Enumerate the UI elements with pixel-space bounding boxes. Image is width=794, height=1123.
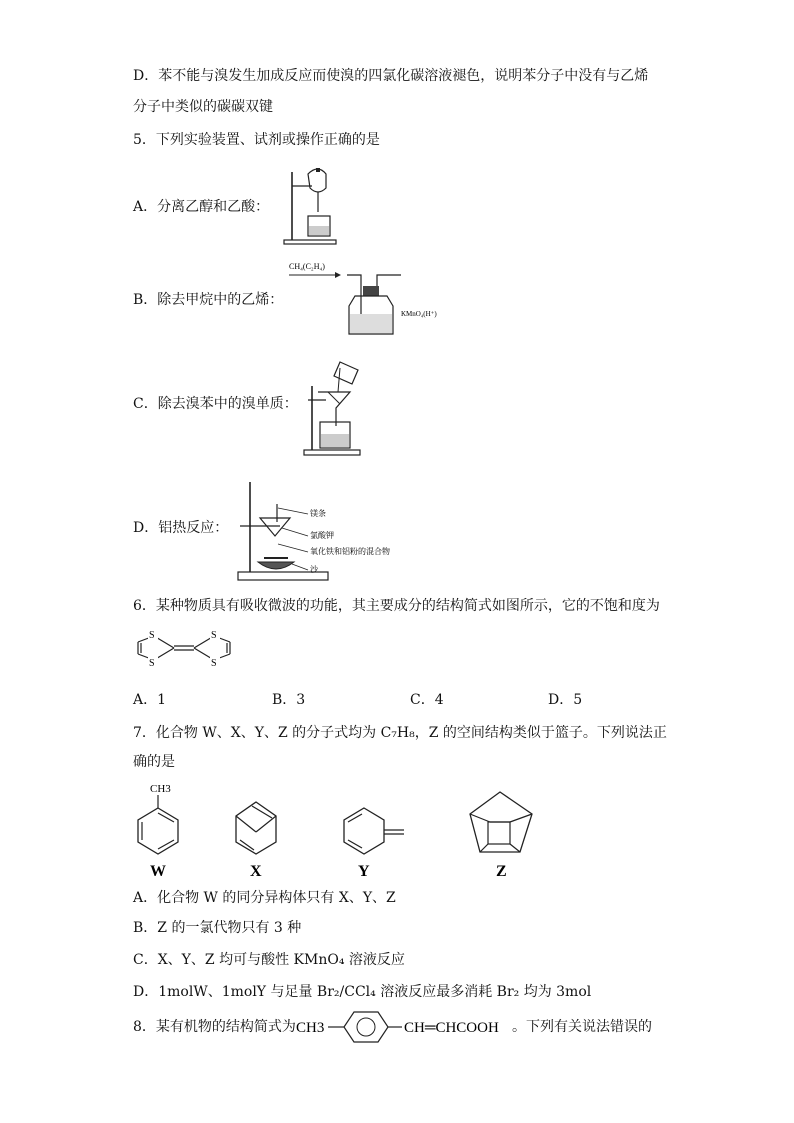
label-magnesium: 镁条 [310, 509, 326, 518]
q6-option-d: D．5 [548, 692, 583, 708]
q8-stem-pre: 8．某有机物的结构简式为 [133, 1019, 296, 1035]
q7-option-c: C．X、Y、Z 均可与酸性 KMnO₄ 溶液反应 [133, 952, 405, 968]
chain-label: CH═CHCOOH [404, 1020, 499, 1036]
s-atom: S [149, 630, 155, 641]
thermite-reaction-apparatus [232, 480, 392, 584]
label-mixture: 氧化铁和铝粉的混合物 [310, 547, 390, 556]
s-atom: S [149, 658, 155, 669]
s-atom: S [211, 658, 217, 669]
q5-option-c: C．除去溴苯中的溴单质： [133, 396, 298, 412]
q6-option-b: B．3 [272, 692, 306, 708]
s-atom: S [211, 630, 217, 641]
label-z: Z [496, 863, 507, 880]
q8-stem-post: 。下列有关说法错误的 [512, 1019, 652, 1035]
reagent-label: KMnO₄(H⁺) [401, 310, 437, 318]
q5-option-b: B．除去甲烷中的乙烯： [133, 292, 284, 308]
q7-option-b: B．Z 的一氯代物只有 3 种 [133, 920, 302, 936]
ttf-structure [130, 624, 240, 672]
q7-stem-line2: 确的是 [133, 754, 175, 770]
separatory-funnel-apparatus [280, 166, 350, 246]
q7-option-d: D．1molW、1molY 与足量 Br₂/CCl₄ 溶液反应最多消耗 Br₂ 均为 3mol [133, 984, 592, 1000]
q7-stem-line1: 7．化合物 W、X、Y、Z 的分子式均为 C₇H₈，Z 的空间结构类似于篮子。下列说法正 [133, 725, 667, 741]
q8-structure [294, 1008, 534, 1044]
gas-washing-bottle-apparatus [285, 258, 450, 338]
q5-option-a: A．分离乙醇和乙酸： [133, 199, 270, 215]
ch3-label: CH3 [150, 783, 171, 795]
label-x: X [250, 863, 262, 880]
q5-stem: 5．下列实验装置、试剂或操作正确的是 [133, 132, 380, 148]
q7-option-a: A．化合物 W 的同分异构体只有 X、Y、Z [133, 890, 396, 906]
q6-option-a: A．1 [133, 692, 167, 708]
gas-label: CH₄(C₂H₄) [289, 262, 325, 271]
q5-option-d: D．铝热反应： [133, 520, 229, 536]
q6-stem: 6．某种物质具有吸收微波的功能，其主要成分的结构简式如图所示，它的不饱和度为 [133, 598, 660, 614]
q6-option-c: C．4 [410, 692, 444, 708]
label-sand: 沙 [310, 565, 318, 574]
label-w: W [150, 863, 166, 880]
label-y: Y [358, 863, 370, 880]
ch3-label: CH3 [296, 1020, 325, 1036]
q7-structures [128, 778, 568, 882]
q4-option-d-line2: 分子中类似的碳碳双键 [133, 99, 273, 115]
label-kclo3: 氯酸钾 [310, 531, 334, 540]
filtration-apparatus [300, 356, 370, 458]
q4-option-d-line1: D．苯不能与溴发生加成反应而使溴的四氯化碳溶液褪色，说明苯分子中没有与乙烯 [133, 68, 649, 84]
